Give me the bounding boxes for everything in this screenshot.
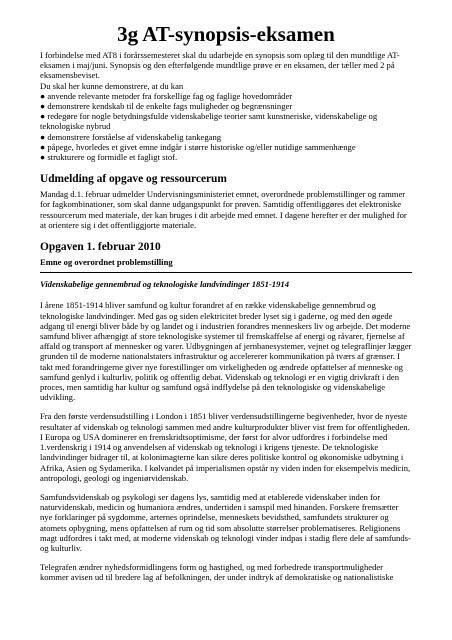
goal-item: ● påpege, hvorledes et givet emne indgår i større historiske og/eller nutidige sammenhænge [40,141,356,152]
assignment-release-text: Mandag d.1. februar udmelder Undervisningsministeriet emnet, overordnede problemstillinger og rammer for fagkombinationer, som skal danne udgangspunkt for prøven. Samtidig offentliggøres det elektroniske ressourcerum med materiale, der kan bruges i dit arbejde med emnet. I dagene herefter er der mulighed for at orientere sig i det offentliggjorte materiale. [40,189,407,230]
body-paragraph: I årene 1851-1914 bliver samfund og kultur forandret af en række videnskabelige gennembrud og teknologiske landvindinger. Med gas og siden elektricitet breder lyset sig i gaderne, og med den øgede adgang til energi bliver både by og landet og i industrien forandres menneskers liv og arbejde. Det moderne samfund bliver afhængigt af store teknologiske systemer til fremskaffelse af energi og råvarer, fjernelse af affald og transport af mennesker og varer. Udbygningen af jernbanesystemer, vejnet og telegraflinjer lægger grunden til de moderne nationalstaters infrastruktur og accelererer kommunikation på tværs af grænser. I takt med forandringerne giver nye forestillinger om virkeligheden og ændrede opfattelser af menneske og samfund genlyd i kulturliv, politik og offentlig debat. Videnskab og teknologi er en vigtig drivkraft i den proces, men samtidig har kultur og samfund også indflydelse på den teknologiske og videnskabelige udvikling. [40,300,412,403]
goal-item: ● demonstrere forståelse af videnskabelig tankegang [40,131,222,142]
topic-title: Videnskabelige gennembrud og teknologiske landvindinger 1851-1914 [40,279,289,290]
goal-item: ● anvende relevante metoder fra forskellige fag og faglige hovedområder [40,90,293,101]
intro-lead-in: Du skal her kunne demonstrere, at du kan [40,80,184,91]
goal-item: ● demonstrere kendskab til de enkelte fags muligheder og begrænsninger [40,101,293,112]
section-heading-assignment: Opgaven 1. februar 2010 [40,241,161,254]
goal-item: ● strukturere og formidle et fagligt stof. [40,152,178,163]
body-paragraph: Fra den første verdensudstilling i London i 1851 bliver verdensudstillingerne begivenheder, hvor de nyeste resultater af videnskab og teknologi sammen med andre kulturprodukter bliver vist frem for offentligheden. I Europa og USA dominerer en fremskridtsoptimisme, der først for alvor udfordres i forbindelse med 1.verdenskrig i 1914 og anvendelsen af videnskab og teknologi i krigens tjeneste. De teknologiske landvindinger bidrager til, at kolonimagterne kan sikre deres politiske kontrol og økonomiske udbytning i Afrika, Asien og Sydamerika. I kølvandet på imperialismen opstår ny viden inden for eksempelvis medicin, antropologi, geologi og ingeniørvidenskab. [40,411,411,483]
topic-subheading: Emne og overordnet problemstilling [40,257,173,268]
goal-item: ● redegøre for nogle betydningsfulde videnskabelige teorier samt kunstneriske, videnskabelige og teknologiske nybrud [40,111,378,132]
body-paragraph: Samfundsvidenskab og psykologi ser dagens lys, samtidig med at etablerede videnskaber inden for naturvidenskab, medicin og humaniora ændres, undertiden i samspil med hinanden. Forskere fremsætter nye forklaringer på sygdomme, arternes oprindelse, menneskets bevidsthed, samfundets strukturer og atomets opbygning, mens opfattelsen af rum og tid som absolutte størrelser problematiseres. Religionens magt udfordres i takt med, at moderne videnskab og teknologi vinder indpas i stadig flere dele af samfunds- og kulturliv. [40,491,411,553]
body-paragraph: Telegrafen ændrer nyhedsformidlingens form og hastighed, og med forbedrede transportmuligheder kommer avisen ud til bredere lag af befolkningen, der under indtryk af demokratiske og nationalistiske [40,562,394,583]
section-heading-assignment-release: Udmelding af opgave og ressourcerum [40,173,227,186]
intro-paragraph: I forbindelse med AT8 i forårssemesteret skal du udarbejde en synopsis som oplæg til den mundtlige AT-eksamen i maj/juni. Synopsis og den efterfølgende mundtlige prøve er en eksamen, der tæller med 2 på eksamensbeviset. [40,50,400,81]
goals-list [40,91,412,162]
divider [40,272,412,273]
document-title: 3g AT-synopsis-eksamen [117,22,335,46]
